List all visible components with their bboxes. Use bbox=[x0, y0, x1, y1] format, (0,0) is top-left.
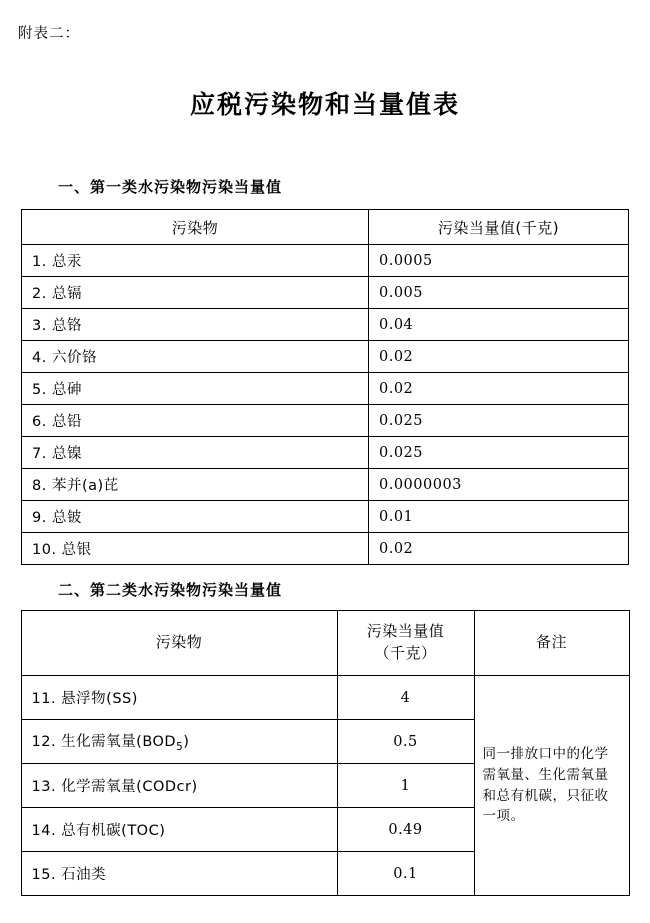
page-title: 应税污染物和当量值表 bbox=[189, 90, 460, 119]
table-row bbox=[22, 277, 629, 309]
cell-pollutant-value: 0.49 bbox=[337, 808, 474, 852]
table-row bbox=[22, 405, 629, 437]
column-header-pollutant: 污染物 bbox=[22, 210, 369, 245]
cell-pollutant-name: 12. 生化需氧量$(BOD_5)$ bbox=[21, 720, 337, 764]
column-header-equivalent: 污染当量值(千克) bbox=[369, 210, 629, 245]
table-first-class-water-pollutants bbox=[21, 209, 629, 565]
column-header-equivalent-line2: （千克） bbox=[374, 644, 437, 662]
cell-pollutant-name: 2. 总镉 bbox=[22, 277, 369, 309]
cell-pollutant-name: 8. 苯并(a)芘 bbox=[22, 469, 369, 501]
cell-pollutant-value: 0.0000003 bbox=[369, 469, 629, 501]
cell-pollutant-value: 0.005 bbox=[369, 277, 629, 309]
cell-pollutant-value: 0.02 bbox=[369, 533, 629, 565]
cell-remark: 同一排放口中的化学需氧量、生化需氧量和总有机碳，只征收一项。 bbox=[474, 676, 629, 896]
cell-pollutant-name: 15. 石油类 bbox=[21, 852, 337, 896]
cell-pollutant-name: 9. 总铍 bbox=[22, 501, 369, 533]
cell-pollutant-name: 14. 总有机碳(TOC) bbox=[21, 808, 337, 852]
cell-pollutant-name: 7. 总镍 bbox=[22, 437, 369, 469]
column-header-remark: 备注 bbox=[474, 611, 629, 676]
cell-pollutant-value: 0.02 bbox=[369, 341, 629, 373]
cell-pollutant-value: 0.01 bbox=[369, 501, 629, 533]
cell-pollutant-value: 0.02 bbox=[369, 373, 629, 405]
column-header-pollutant: 污染物 bbox=[21, 611, 337, 676]
table-row bbox=[22, 469, 629, 501]
table-row bbox=[22, 373, 629, 405]
table-second-class-water-pollutants bbox=[21, 610, 630, 896]
column-header-equivalent bbox=[337, 611, 474, 676]
table-row bbox=[22, 245, 629, 277]
table-header-row bbox=[22, 210, 629, 245]
cell-pollutant-value: 0.5 bbox=[337, 720, 474, 764]
cell-pollutant-value: 0.04 bbox=[369, 309, 629, 341]
cell-pollutant-name: 6. 总铅 bbox=[22, 405, 369, 437]
table-row bbox=[22, 309, 629, 341]
column-header-equivalent-line1: 污染当量值 bbox=[366, 622, 445, 641]
cell-pollutant-value: 0.025 bbox=[369, 437, 629, 469]
cell-pollutant-name: 1. 总汞 bbox=[22, 245, 369, 277]
table-header-row bbox=[21, 611, 629, 676]
attachment-label: 附表二： bbox=[18, 26, 80, 42]
cell-pollutant-name: 3. 总铬 bbox=[22, 309, 369, 341]
cell-pollutant-name: 4. 六价铬 bbox=[22, 341, 369, 373]
cell-pollutant-name: 10. 总银 bbox=[22, 533, 369, 565]
section-2-heading: 二、第二类水污染物污染当量值 bbox=[58, 581, 283, 599]
table-row bbox=[22, 341, 629, 373]
cell-pollutant-value: 0.1 bbox=[337, 852, 474, 896]
cell-pollutant-value: 4 bbox=[337, 676, 474, 720]
cell-pollutant-name: 5. 总砷 bbox=[22, 373, 369, 405]
cell-pollutant-value: 0.0005 bbox=[369, 245, 629, 277]
table-row bbox=[22, 437, 629, 469]
section-1-heading: 一、第一类水污染物污染当量值 bbox=[58, 178, 283, 196]
cell-pollutant-name: 13. 化学需氧量(CODcr) bbox=[21, 764, 337, 808]
table-row bbox=[22, 533, 629, 565]
cell-pollutant-value: 1 bbox=[337, 764, 474, 808]
cell-pollutant-value: 0.025 bbox=[369, 405, 629, 437]
cell-pollutant-name: 11. 悬浮物(SS) bbox=[21, 676, 337, 720]
table-row bbox=[21, 676, 629, 720]
table-row bbox=[22, 501, 629, 533]
